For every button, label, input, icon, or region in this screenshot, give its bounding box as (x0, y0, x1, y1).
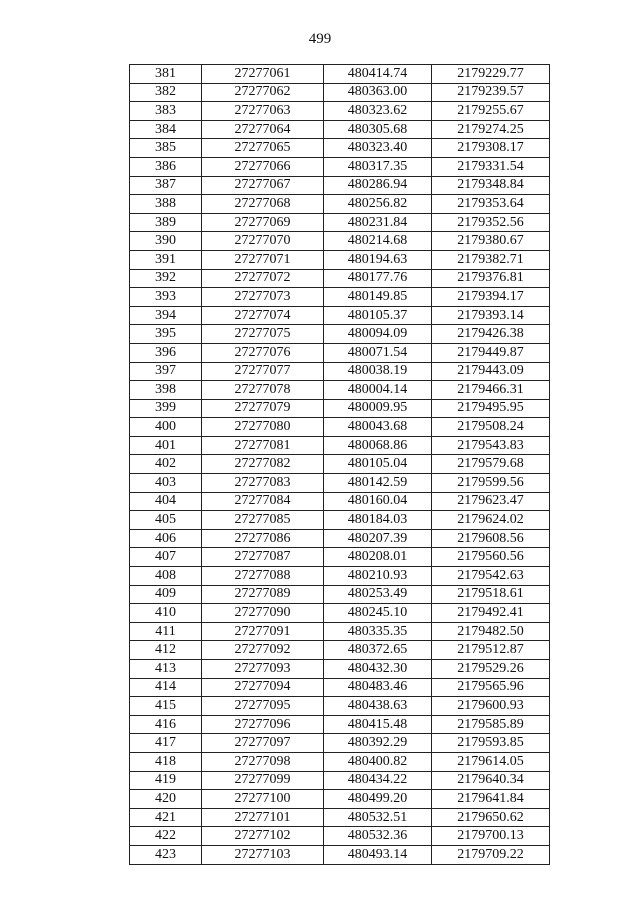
table-row (130, 715, 550, 734)
table-row (130, 232, 550, 251)
x-coordinate-cell: 480256.82 (324, 195, 432, 214)
row-number-cell: 386 (130, 157, 202, 176)
y-coordinate-cell: 2179650.62 (432, 808, 550, 827)
y-coordinate-cell: 2179543.83 (432, 436, 550, 455)
row-number-cell: 384 (130, 120, 202, 139)
y-coordinate-cell: 2179348.84 (432, 176, 550, 195)
table-row (130, 399, 550, 418)
y-coordinate-cell: 2179255.67 (432, 102, 550, 121)
coordinates-table (129, 64, 550, 865)
table-row (130, 250, 550, 269)
point-id-cell: 27277065 (202, 139, 324, 158)
x-coordinate-cell: 480194.63 (324, 250, 432, 269)
point-id-cell: 27277078 (202, 381, 324, 400)
table-row (130, 195, 550, 214)
table-row (130, 325, 550, 344)
x-coordinate-cell: 480253.49 (324, 585, 432, 604)
x-coordinate-cell: 480317.35 (324, 157, 432, 176)
row-number-cell: 410 (130, 604, 202, 623)
y-coordinate-cell: 2179393.14 (432, 306, 550, 325)
y-coordinate-cell: 2179624.02 (432, 511, 550, 530)
point-id-cell: 27277101 (202, 808, 324, 827)
table-row (130, 418, 550, 437)
row-number-cell: 388 (130, 195, 202, 214)
point-id-cell: 27277090 (202, 604, 324, 623)
y-coordinate-cell: 2179709.22 (432, 845, 550, 864)
row-number-cell: 394 (130, 306, 202, 325)
x-coordinate-cell: 480414.74 (324, 65, 432, 84)
table-row (130, 734, 550, 753)
row-number-cell: 419 (130, 771, 202, 790)
table-row (130, 157, 550, 176)
y-coordinate-cell: 2179380.67 (432, 232, 550, 251)
point-id-cell: 27277092 (202, 641, 324, 660)
y-coordinate-cell: 2179495.95 (432, 399, 550, 418)
x-coordinate-cell: 480214.68 (324, 232, 432, 251)
x-coordinate-cell: 480532.36 (324, 827, 432, 846)
table-row (130, 455, 550, 474)
table-row (130, 492, 550, 511)
row-number-cell: 399 (130, 399, 202, 418)
row-number-cell: 391 (130, 250, 202, 269)
table-row (130, 808, 550, 827)
table-row (130, 474, 550, 493)
y-coordinate-cell: 2179492.41 (432, 604, 550, 623)
row-number-cell: 385 (130, 139, 202, 158)
y-coordinate-cell: 2179353.64 (432, 195, 550, 214)
point-id-cell: 27277061 (202, 65, 324, 84)
page-number: 499 (308, 31, 332, 47)
x-coordinate-cell: 480184.03 (324, 511, 432, 530)
point-id-cell: 27277070 (202, 232, 324, 251)
table-row (130, 845, 550, 864)
row-number-cell: 398 (130, 381, 202, 400)
row-number-cell: 396 (130, 343, 202, 362)
x-coordinate-cell: 480177.76 (324, 269, 432, 288)
point-id-cell: 27277080 (202, 418, 324, 437)
point-id-cell: 27277064 (202, 120, 324, 139)
point-id-cell: 27277103 (202, 845, 324, 864)
table-row (130, 697, 550, 716)
x-coordinate-cell: 480499.20 (324, 790, 432, 809)
table-row (130, 139, 550, 158)
x-coordinate-cell: 480245.10 (324, 604, 432, 623)
point-id-cell: 27277081 (202, 436, 324, 455)
row-number-cell: 408 (130, 567, 202, 586)
point-id-cell: 27277068 (202, 195, 324, 214)
table-row (130, 83, 550, 102)
y-coordinate-cell: 2179593.85 (432, 734, 550, 753)
row-number-cell: 383 (130, 102, 202, 121)
y-coordinate-cell: 2179542.63 (432, 567, 550, 586)
x-coordinate-cell: 480207.39 (324, 529, 432, 548)
x-coordinate-cell: 480323.40 (324, 139, 432, 158)
y-coordinate-cell: 2179508.24 (432, 418, 550, 437)
point-id-cell: 27277071 (202, 250, 324, 269)
y-coordinate-cell: 2179426.38 (432, 325, 550, 344)
point-id-cell: 27277085 (202, 511, 324, 530)
y-coordinate-cell: 2179585.89 (432, 715, 550, 734)
y-coordinate-cell: 2179600.93 (432, 697, 550, 716)
y-coordinate-cell: 2179229.77 (432, 65, 550, 84)
x-coordinate-cell: 480434.22 (324, 771, 432, 790)
point-id-cell: 27277100 (202, 790, 324, 809)
table-row (130, 790, 550, 809)
table-row (130, 362, 550, 381)
table-row (130, 65, 550, 84)
row-number-cell: 422 (130, 827, 202, 846)
row-number-cell: 414 (130, 678, 202, 697)
point-id-cell: 27277089 (202, 585, 324, 604)
x-coordinate-cell: 480210.93 (324, 567, 432, 586)
x-coordinate-cell: 480094.09 (324, 325, 432, 344)
point-id-cell: 27277095 (202, 697, 324, 716)
y-coordinate-cell: 2179579.68 (432, 455, 550, 474)
point-id-cell: 27277063 (202, 102, 324, 121)
row-number-cell: 397 (130, 362, 202, 381)
y-coordinate-cell: 2179376.81 (432, 269, 550, 288)
point-id-cell: 27277099 (202, 771, 324, 790)
table-row (130, 548, 550, 567)
y-coordinate-cell: 2179700.13 (432, 827, 550, 846)
row-number-cell: 407 (130, 548, 202, 567)
x-coordinate-cell: 480105.04 (324, 455, 432, 474)
x-coordinate-cell: 480149.85 (324, 288, 432, 307)
row-number-cell: 393 (130, 288, 202, 307)
point-id-cell: 27277072 (202, 269, 324, 288)
x-coordinate-cell: 480043.68 (324, 418, 432, 437)
x-coordinate-cell: 480323.62 (324, 102, 432, 121)
table-row (130, 120, 550, 139)
row-number-cell: 415 (130, 697, 202, 716)
x-coordinate-cell: 480372.65 (324, 641, 432, 660)
row-number-cell: 389 (130, 213, 202, 232)
y-coordinate-cell: 2179560.56 (432, 548, 550, 567)
row-number-cell: 392 (130, 269, 202, 288)
y-coordinate-cell: 2179529.26 (432, 660, 550, 679)
row-number-cell: 395 (130, 325, 202, 344)
row-number-cell: 413 (130, 660, 202, 679)
table-row (130, 567, 550, 586)
table-row (130, 511, 550, 530)
y-coordinate-cell: 2179641.84 (432, 790, 550, 809)
x-coordinate-cell: 480493.14 (324, 845, 432, 864)
row-number-cell: 423 (130, 845, 202, 864)
x-coordinate-cell: 480432.30 (324, 660, 432, 679)
x-coordinate-cell: 480483.46 (324, 678, 432, 697)
y-coordinate-cell: 2179565.96 (432, 678, 550, 697)
point-id-cell: 27277084 (202, 492, 324, 511)
point-id-cell: 27277086 (202, 529, 324, 548)
x-coordinate-cell: 480142.59 (324, 474, 432, 493)
y-coordinate-cell: 2179466.31 (432, 381, 550, 400)
row-number-cell: 401 (130, 436, 202, 455)
y-coordinate-cell: 2179382.71 (432, 250, 550, 269)
row-number-cell: 416 (130, 715, 202, 734)
y-coordinate-cell: 2179239.57 (432, 83, 550, 102)
point-id-cell: 27277096 (202, 715, 324, 734)
table-row (130, 660, 550, 679)
y-coordinate-cell: 2179394.17 (432, 288, 550, 307)
x-coordinate-cell: 480038.19 (324, 362, 432, 381)
point-id-cell: 27277079 (202, 399, 324, 418)
row-number-cell: 421 (130, 808, 202, 827)
x-coordinate-cell: 480532.51 (324, 808, 432, 827)
point-id-cell: 27277076 (202, 343, 324, 362)
table-row (130, 269, 550, 288)
row-number-cell: 404 (130, 492, 202, 511)
y-coordinate-cell: 2179512.87 (432, 641, 550, 660)
row-number-cell: 406 (130, 529, 202, 548)
row-number-cell: 381 (130, 65, 202, 84)
table-row (130, 529, 550, 548)
table-row (130, 213, 550, 232)
row-number-cell: 405 (130, 511, 202, 530)
point-id-cell: 27277074 (202, 306, 324, 325)
y-coordinate-cell: 2179623.47 (432, 492, 550, 511)
x-coordinate-cell: 480009.95 (324, 399, 432, 418)
point-id-cell: 27277094 (202, 678, 324, 697)
x-coordinate-cell: 480231.84 (324, 213, 432, 232)
y-coordinate-cell: 2179640.34 (432, 771, 550, 790)
table-row (130, 176, 550, 195)
x-coordinate-cell: 480438.63 (324, 697, 432, 716)
y-coordinate-cell: 2179443.09 (432, 362, 550, 381)
point-id-cell: 27277082 (202, 455, 324, 474)
y-coordinate-cell: 2179599.56 (432, 474, 550, 493)
table-row (130, 436, 550, 455)
y-coordinate-cell: 2179482.50 (432, 622, 550, 641)
table-row (130, 343, 550, 362)
x-coordinate-cell: 480068.86 (324, 436, 432, 455)
x-coordinate-cell: 480208.01 (324, 548, 432, 567)
table-row (130, 771, 550, 790)
row-number-cell: 418 (130, 752, 202, 771)
table-row (130, 641, 550, 660)
row-number-cell: 402 (130, 455, 202, 474)
table-row (130, 381, 550, 400)
y-coordinate-cell: 2179308.17 (432, 139, 550, 158)
point-id-cell: 27277097 (202, 734, 324, 753)
point-id-cell: 27277069 (202, 213, 324, 232)
point-id-cell: 27277083 (202, 474, 324, 493)
row-number-cell: 387 (130, 176, 202, 195)
y-coordinate-cell: 2179352.56 (432, 213, 550, 232)
y-coordinate-cell: 2179331.54 (432, 157, 550, 176)
row-number-cell: 411 (130, 622, 202, 641)
x-coordinate-cell: 480286.94 (324, 176, 432, 195)
table-row (130, 622, 550, 641)
point-id-cell: 27277062 (202, 83, 324, 102)
point-id-cell: 27277102 (202, 827, 324, 846)
point-id-cell: 27277067 (202, 176, 324, 195)
table-row (130, 306, 550, 325)
x-coordinate-cell: 480400.82 (324, 752, 432, 771)
point-id-cell: 27277073 (202, 288, 324, 307)
table-row (130, 288, 550, 307)
y-coordinate-cell: 2179274.25 (432, 120, 550, 139)
row-number-cell: 400 (130, 418, 202, 437)
point-id-cell: 27277066 (202, 157, 324, 176)
x-coordinate-cell: 480160.04 (324, 492, 432, 511)
point-id-cell: 27277075 (202, 325, 324, 344)
x-coordinate-cell: 480305.68 (324, 120, 432, 139)
x-coordinate-cell: 480335.35 (324, 622, 432, 641)
table-row (130, 752, 550, 771)
x-coordinate-cell: 480105.37 (324, 306, 432, 325)
x-coordinate-cell: 480071.54 (324, 343, 432, 362)
x-coordinate-cell: 480004.14 (324, 381, 432, 400)
point-id-cell: 27277093 (202, 660, 324, 679)
table-row (130, 102, 550, 121)
y-coordinate-cell: 2179518.61 (432, 585, 550, 604)
x-coordinate-cell: 480392.29 (324, 734, 432, 753)
y-coordinate-cell: 2179608.56 (432, 529, 550, 548)
row-number-cell: 417 (130, 734, 202, 753)
x-coordinate-cell: 480415.48 (324, 715, 432, 734)
coordinates-table-body (130, 65, 550, 865)
point-id-cell: 27277091 (202, 622, 324, 641)
table-row (130, 604, 550, 623)
point-id-cell: 27277098 (202, 752, 324, 771)
point-id-cell: 27277077 (202, 362, 324, 381)
row-number-cell: 420 (130, 790, 202, 809)
table-row (130, 678, 550, 697)
row-number-cell: 382 (130, 83, 202, 102)
y-coordinate-cell: 2179449.87 (432, 343, 550, 362)
row-number-cell: 412 (130, 641, 202, 660)
point-id-cell: 27277088 (202, 567, 324, 586)
x-coordinate-cell: 480363.00 (324, 83, 432, 102)
row-number-cell: 409 (130, 585, 202, 604)
point-id-cell: 27277087 (202, 548, 324, 567)
table-row (130, 827, 550, 846)
table-row (130, 585, 550, 604)
row-number-cell: 403 (130, 474, 202, 493)
y-coordinate-cell: 2179614.05 (432, 752, 550, 771)
row-number-cell: 390 (130, 232, 202, 251)
